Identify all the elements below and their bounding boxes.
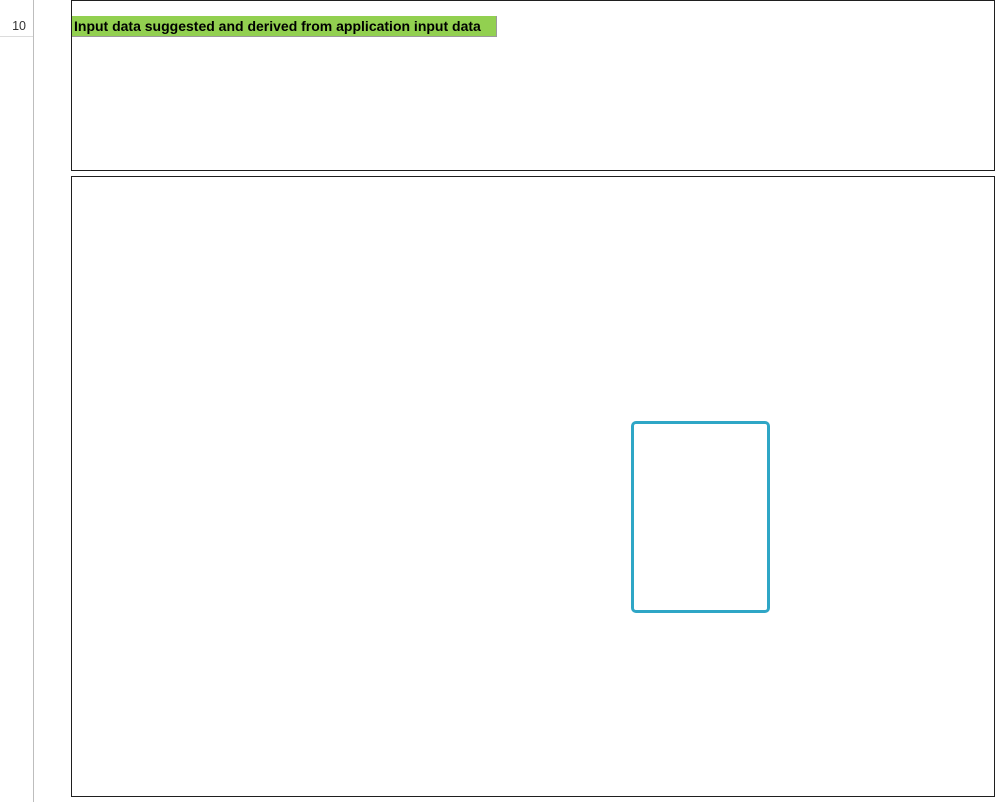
- row-header-divider: [33, 0, 34, 802]
- cell-label[interactable]: [71, 16, 497, 37]
- cell-text: Input data suggested and derived from application input data: [74, 18, 481, 34]
- row-header-10[interactable]: 10: [0, 16, 33, 37]
